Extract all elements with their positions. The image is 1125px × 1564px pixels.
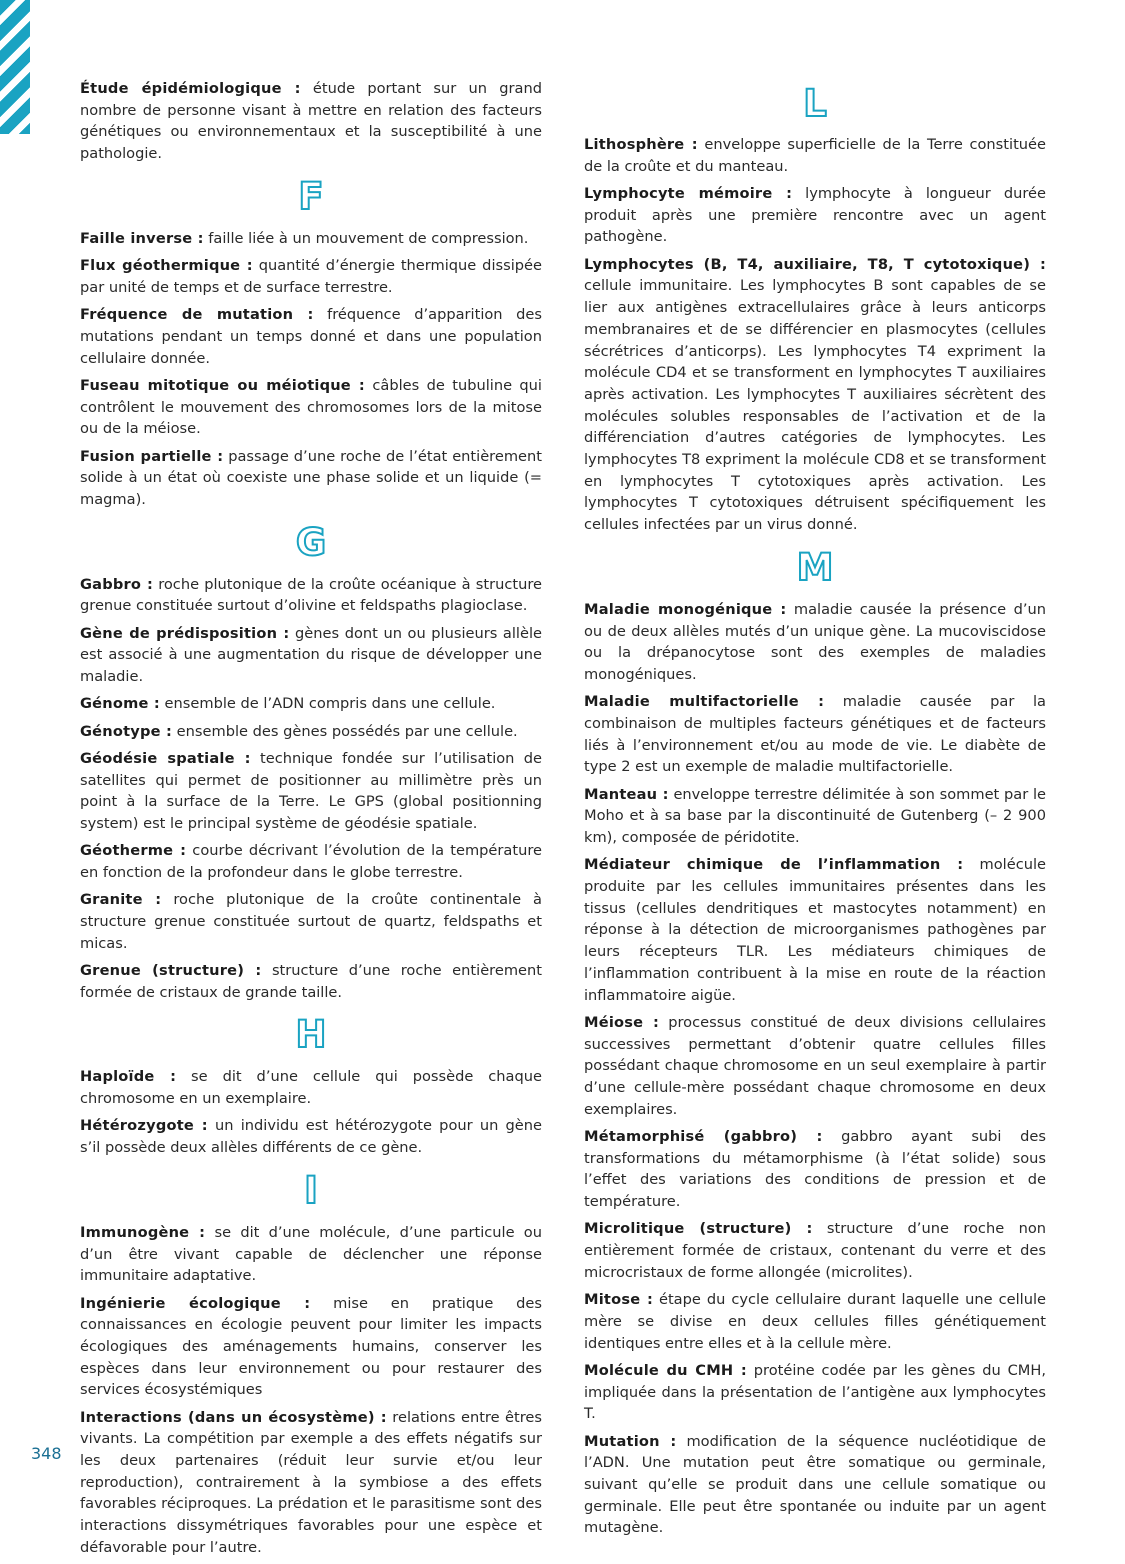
glossary-entry: Haploïde : se dit d’une cellule qui possède chaque chromosome en un exemplaire. xyxy=(80,1068,542,1108)
glossary-entry: Granite : roche plutonique de la croûte continentale à structure grenue constituée surtout de quartz, feldspaths et micas. xyxy=(80,891,543,952)
glossary-entry: Faille inverse : faille liée à un mouvement de compression. xyxy=(80,229,529,247)
glossary-entry: Mutation : modification de la séquence nucléotidique de l’ADN. Une mutation peut être somatique ou germinale, suivant qu’elle se produit dans une cellule somatique ou germinale. Elle peut être spontanée ou induite par un agent mutagène. xyxy=(584,1432,1046,1537)
glossary-entry: Génome : ensemble de l’ADN compris dans une cellule. xyxy=(80,695,496,713)
section-letter-f: F xyxy=(298,174,324,218)
glossary-entry: Manteau : enveloppe terrestre délimitée à son sommet par le Moho et à sa base par la discontinuité de Gutenberg (– 2 900 km), composée de péridotite. xyxy=(584,785,1046,847)
glossary-entry: Hétérozygote : un individu est hétérozygote pour un gène s’il possède deux allèles différents de ce gène. xyxy=(80,1117,542,1157)
corner-stripes-decoration xyxy=(0,0,30,134)
glossary-entry: Géodésie spatiale : technique fondée sur l’utilisation de satellites qui permet de positionner au millimètre près un point à la surface de la Terre. Le GPS (global positionning system) est le principal système de géodésie spatiale. xyxy=(80,749,542,833)
section-letter-g: G xyxy=(295,520,327,564)
glossary-left-column xyxy=(80,78,542,1564)
glossary-entry: Lithosphère : enveloppe superficielle de la Terre constituée de la croûte et du manteau. xyxy=(584,136,1046,175)
glossary-entry: Gabbro : roche plutonique de la croûte océanique à structure grenue constituée surtout d’olivine et feldspaths plagioclase. xyxy=(80,575,542,615)
glossary-entry: Microlitique (structure) : structure d’une roche non entièrement formée de cristaux, contenant du verre et des microcristaux de forme allongée (microlites). xyxy=(584,1220,1047,1281)
glossary-entry: Maladie monogénique : maladie causée la présence d’un ou de deux allèles mutés d’un unique gène. La mucoviscidose ou la drépanocytose sont des exemples de maladies monogéniques. xyxy=(584,600,1046,683)
glossary-entry: Mitose : étape du cycle cellulaire durant laquelle une cellule mère se divise en deux cellules filles génétiquement identiques entre elles et à la cellule mère. xyxy=(584,1291,1046,1352)
glossary-entry: Lymphocyte mémoire : lymphocyte à longueur durée produit après une première rencontre avec un agent pathogène. xyxy=(584,185,1046,246)
glossary-entry: Fusion partielle : passage d’une roche de l’état entièrement solide à un état où coexiste une phase solide et un liquide (= magma). xyxy=(80,447,543,508)
glossary-entry: Méiose : processus constitué de deux divisions cellulaires successives permettant d’obtenir quatre cellules filles possédant chaque chromosome en un seul exemplaire à partir d’une cellule-mère possédant chaque chromosome en deux exemplaires. xyxy=(584,1013,1046,1118)
glossary-entry: Ingénierie écologique : mise en pratique des connaissances en écologie peuvent pour limiter les impacts écologiques des aménagements humains, conserver les espèces dans leur environnement ou pour restaurer des services écosystémiques xyxy=(80,1294,542,1399)
glossary-entry: Interactions (dans un écosystème) : relations entre êtres vivants. La compétition par exemple a des effets négatifs sur les deux partenaires (réduit leur survie et/ou leur reproduction), contrairement à la symbiose a des effets favorables réciproques. La prédation et le parasitisme sont des interactions dissymétriques favorables pour une espèce et défavorable pour l’autre. xyxy=(80,1408,543,1556)
glossary-entry: Immunogène : se dit d’une molécule, d’une particule ou d’un être vivant capable de déclencher une réponse immunitaire adaptative. xyxy=(80,1223,542,1285)
glossary-entry: Fréquence de mutation : fréquence d’apparition des mutations pendant un temps donné et dans une population cellulaire donnée. xyxy=(80,306,542,367)
glossary-entry: Médiateur chimique de l’inflammation : molécule produite par les cellules immunitaires présentes dans les tissus (cellules dendritiques et mastocytes notamment) en réponse à la détection de microorganismes pathogènes par leurs récepteurs TLR. Les médiateurs chimiques de l’inflammation contribuent à la mise en route de la réaction inflammatoire aigüe. xyxy=(584,856,1046,1004)
glossary-entry: Étude épidémiologique : étude portant sur un grand nombre de personne visant à mettre en relation des facteurs génétiques ou environnementaux et la susceptibilité à une pathologie. xyxy=(80,80,542,163)
glossary-entry: Molécule du CMH : protéine codée par les gènes du CMH, impliquée dans la présentation de l’antigène aux lymphocytes T. xyxy=(584,1361,1046,1423)
section-letter-l: L xyxy=(803,82,827,125)
glossary-entry: Génotype : ensemble des gènes possédés par une cellule. xyxy=(80,722,518,740)
page-number: 348 xyxy=(31,1444,62,1463)
glossary-entry: Flux géothermique : quantité d’énergie thermique dissipée par unité de temps et de surface terrestre. xyxy=(80,257,542,296)
section-letter-m: M xyxy=(796,545,834,589)
section-letter-h: H xyxy=(295,1013,327,1057)
glossary-entry: Grenue (structure) : structure d’une roche entièrement formée de cristaux de grande taille. xyxy=(80,962,542,1001)
section-letter-i: I xyxy=(304,1168,318,1212)
glossary-right-column xyxy=(584,84,1046,1545)
glossary-entry: Géotherme : courbe décrivant l’évolution de la température en fonction de la profondeur dans le globe terrestre. xyxy=(80,842,542,882)
glossary-entry: Métamorphisé (gabbro) : gabbro ayant subi des transformations du métamorphisme (à l’état solide) sous l’effet des variations des conditions de pression et de température. xyxy=(584,1127,1046,1211)
glossary-entry: Gène de prédisposition : gènes dont un ou plusieurs allèle est associé à une augmentation du risque de développer une maladie. xyxy=(80,624,542,686)
glossary-entry: Maladie multifactorielle : maladie causée par la combinaison de multiples facteurs génétiques et de facteurs liés à l’environnement et/ou au mode de vie. Le diabète de type 2 est un exemple de maladie multifactorielle. xyxy=(584,693,1046,776)
glossary-entry: Fuseau mitotique ou méiotique : câbles de tubuline qui contrôlent le mouvement des chromosomes lors de la mitose ou de la méiose. xyxy=(80,376,542,438)
glossary-entry: Lymphocytes (B, T4, auxiliaire, T8, T cytotoxique) : cellule immunitaire. Les lymphocytes B sont capables de se lier aux antigènes extracellulaires grâce à leurs anticorps membranaires et de se différencier en plasmocytes (cellules sécrétrices d’anticorps). Les lymphocytes T4 expriment la molécule CD4 et se transforment en lymphocytes T auxiliaires après activation. Les lymphocytes T auxiliaires sécrètent des molécules solubles responsables de l’activation et de la différenciation d’autres catégories de lymphocytes. Les lymphocytes T8 expriment la molécule CD8 et se transforment en lymphocytes T cytotoxiques après activation. Les lymphocytes T cytotoxiques détruisent spécifiquement les cellules infectées par un virus donné. xyxy=(584,255,1046,534)
